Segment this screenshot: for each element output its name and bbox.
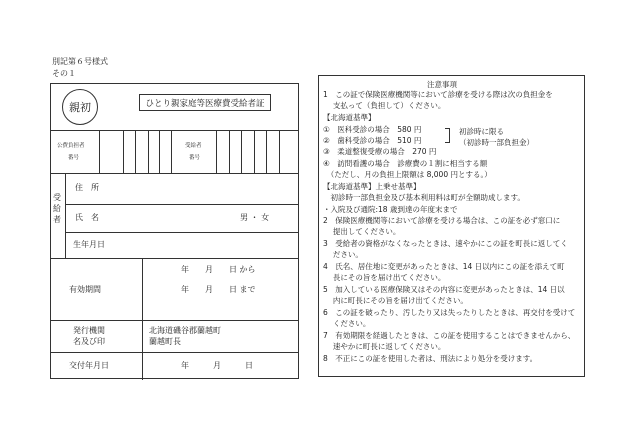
note-line: 初診時一部負担金及び基本利用料は町が全額助成します。	[323, 193, 525, 202]
validity-to: 年 月 日 まで	[181, 285, 256, 294]
note-line: 提出してください。	[323, 227, 401, 236]
gender-selector: 男 ・ 女	[240, 213, 270, 222]
note-line: ① 医科受診の場合 580 円	[323, 125, 422, 134]
note-line: 【北海道基準】	[323, 113, 376, 122]
note-line: 2 保険医療機関等において診療を受ける場合は、この証を必ず窓口に	[323, 216, 561, 225]
note-line: 8 不正にこの証を使用した者は、刑法により処分を受けます。	[323, 354, 538, 363]
note-line: （ただし、月の負担上限額は 8,000 円とする。）	[323, 170, 492, 179]
birthdate-label: 生年月日	[73, 240, 105, 249]
notes-title: 注意事項	[427, 80, 457, 89]
issuer-label-2: 名及び印	[73, 337, 105, 346]
notes-panel	[318, 75, 585, 377]
stamp-mark: 親初	[62, 89, 98, 125]
note-line: 3 受給者の資格がなくなったときは、速やかにこの証を町長に返してく	[323, 239, 568, 248]
note-line: 4 氏名、居住地に変更があったときは、14 日以内にこの証を添えて町	[323, 262, 565, 271]
issuer-org: 北海道磯谷郡蘭越町	[149, 326, 221, 335]
note-line: ださい。	[323, 250, 363, 259]
note-line: 支払って（負担して）ください。	[323, 101, 446, 110]
certificate-title: ひとり親家庭等医療費受給者証	[139, 94, 271, 111]
issuer-label: 発行機関	[73, 326, 105, 335]
certificate-form	[50, 83, 299, 379]
recipient-no-label-2: 番号	[189, 155, 201, 161]
note-line: 長にその旨を届け出てください。	[323, 273, 446, 282]
note-line: 6 この証を破ったり、汚したり又は失ったりしたときは、再交付を受けて	[323, 308, 576, 317]
note-line: ② 歯科受診の場合 510 円	[323, 136, 422, 145]
note-line: 5 加入している医療保険又はその内容に変更があったときは、14 日以	[323, 285, 565, 294]
issue-date-label: 交付年月日	[69, 361, 109, 370]
note-line: 7 有効期限を経過したときは、この証を使用することはできませんから、	[323, 331, 576, 340]
note-line: 内に町長にその旨を届け出てください。	[323, 296, 468, 305]
issue-date-value: 年 月 日	[181, 361, 253, 370]
note-line: 速やかに町長に返してください。	[323, 342, 446, 351]
name-label: 氏 名	[75, 213, 99, 222]
issuer-head: 蘭越町長	[149, 337, 181, 346]
page-indicator: その１	[52, 69, 76, 78]
recipient-no-label: 受給者	[185, 143, 202, 149]
note-line: ④ 訪問看護の場合 診療費の１割に相当する額	[323, 159, 488, 168]
note-line: 1 この証で保険医療機関等において診療を受ける際は次の負担金を	[323, 90, 553, 99]
recipient-section-label: 受給者	[53, 193, 61, 224]
brace-mark	[445, 128, 450, 143]
validity-from: 年 月 日 から	[181, 265, 256, 274]
note-line: ください。	[323, 319, 371, 328]
brace-note-2: （初診時一部負担金）	[459, 138, 534, 147]
validity-label: 有効期間	[69, 285, 101, 294]
note-line: ・入院及び通院:18 歳到達の年度末まで	[323, 205, 458, 214]
note-line: 【北海道基準】上乗せ基準】	[323, 182, 421, 191]
public-payer-label-2: 番号	[68, 155, 80, 161]
note-line: ③ 柔道整復受療の場合 270 円	[323, 147, 437, 156]
address-label: 住 所	[75, 183, 99, 192]
brace-note: 初診時に限る	[459, 127, 504, 136]
form-number: 別記第６号様式	[52, 57, 108, 66]
public-payer-label: 公費負担者	[57, 143, 85, 149]
